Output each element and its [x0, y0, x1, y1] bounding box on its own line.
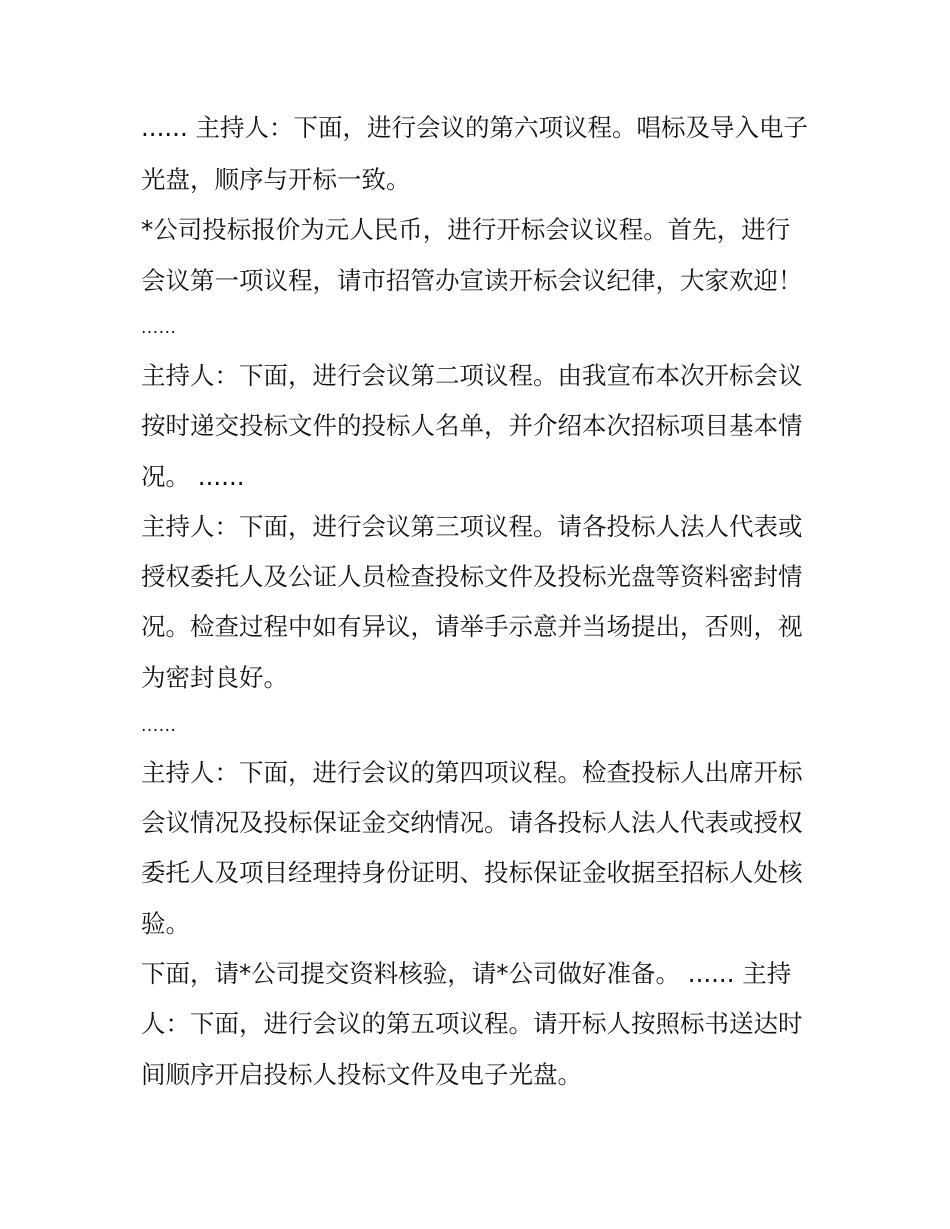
text-line-16: 委托人及项目经理持身份证明、投标保证金收据至招标人处核: [141, 858, 803, 887]
text-line-9: 主持人：下面，进行会议第三项议程。请各投标人法人代表或: [141, 512, 803, 541]
ellipsis-line-2: ......: [141, 716, 177, 736]
text-line-2: 光盘，顺序与开标一致。: [141, 165, 411, 194]
ellipsis-line-1: ......: [141, 318, 177, 338]
text-line-14: 主持人：下面，进行会议的第四项议程。检查投标人出席开标: [141, 758, 803, 787]
text-line-7: 按时递交投标文件的投标人名单，并介绍本次招标项目基本情: [141, 411, 803, 440]
text-line-11: 况。检查过程中如有异议，请举手示意并当场提出，否则，视: [141, 612, 803, 641]
text-line-4: 会议第一项议程，请市招管办宣读开标会议纪律，大家欢迎！: [141, 266, 803, 295]
text-line-18: 下面，请*公司提交资料核验，请*公司做好准备。 ...... 主持: [141, 959, 792, 988]
text-line-6: 主持人：下面，进行会议第二项议程。由我宣布本次开标会议: [141, 361, 803, 390]
text-line-12: 为密封良好。: [141, 663, 288, 692]
text-line-19: 人：下面，进行会议的第五项议程。请开标人按照标书送达时: [141, 1009, 803, 1038]
text-line-1: ...... 主持人：下面，进行会议的第六项议程。唱标及导入电子: [141, 113, 809, 142]
text-line-10: 授权委托人及公证人员检查投标文件及投标光盘等资料密封情: [141, 562, 803, 591]
text-line-20: 间顺序开启投标人投标文件及电子光盘。: [141, 1060, 582, 1089]
text-line-3: *公司投标报价为元人民币，进行开标会议议程。首先，进行: [141, 215, 791, 244]
text-line-15: 会议情况及投标保证金交纳情况。请各投标人法人代表或授权: [141, 808, 803, 837]
text-line-17: 验。: [141, 909, 190, 938]
text-line-8: 况。 ......: [141, 462, 245, 491]
